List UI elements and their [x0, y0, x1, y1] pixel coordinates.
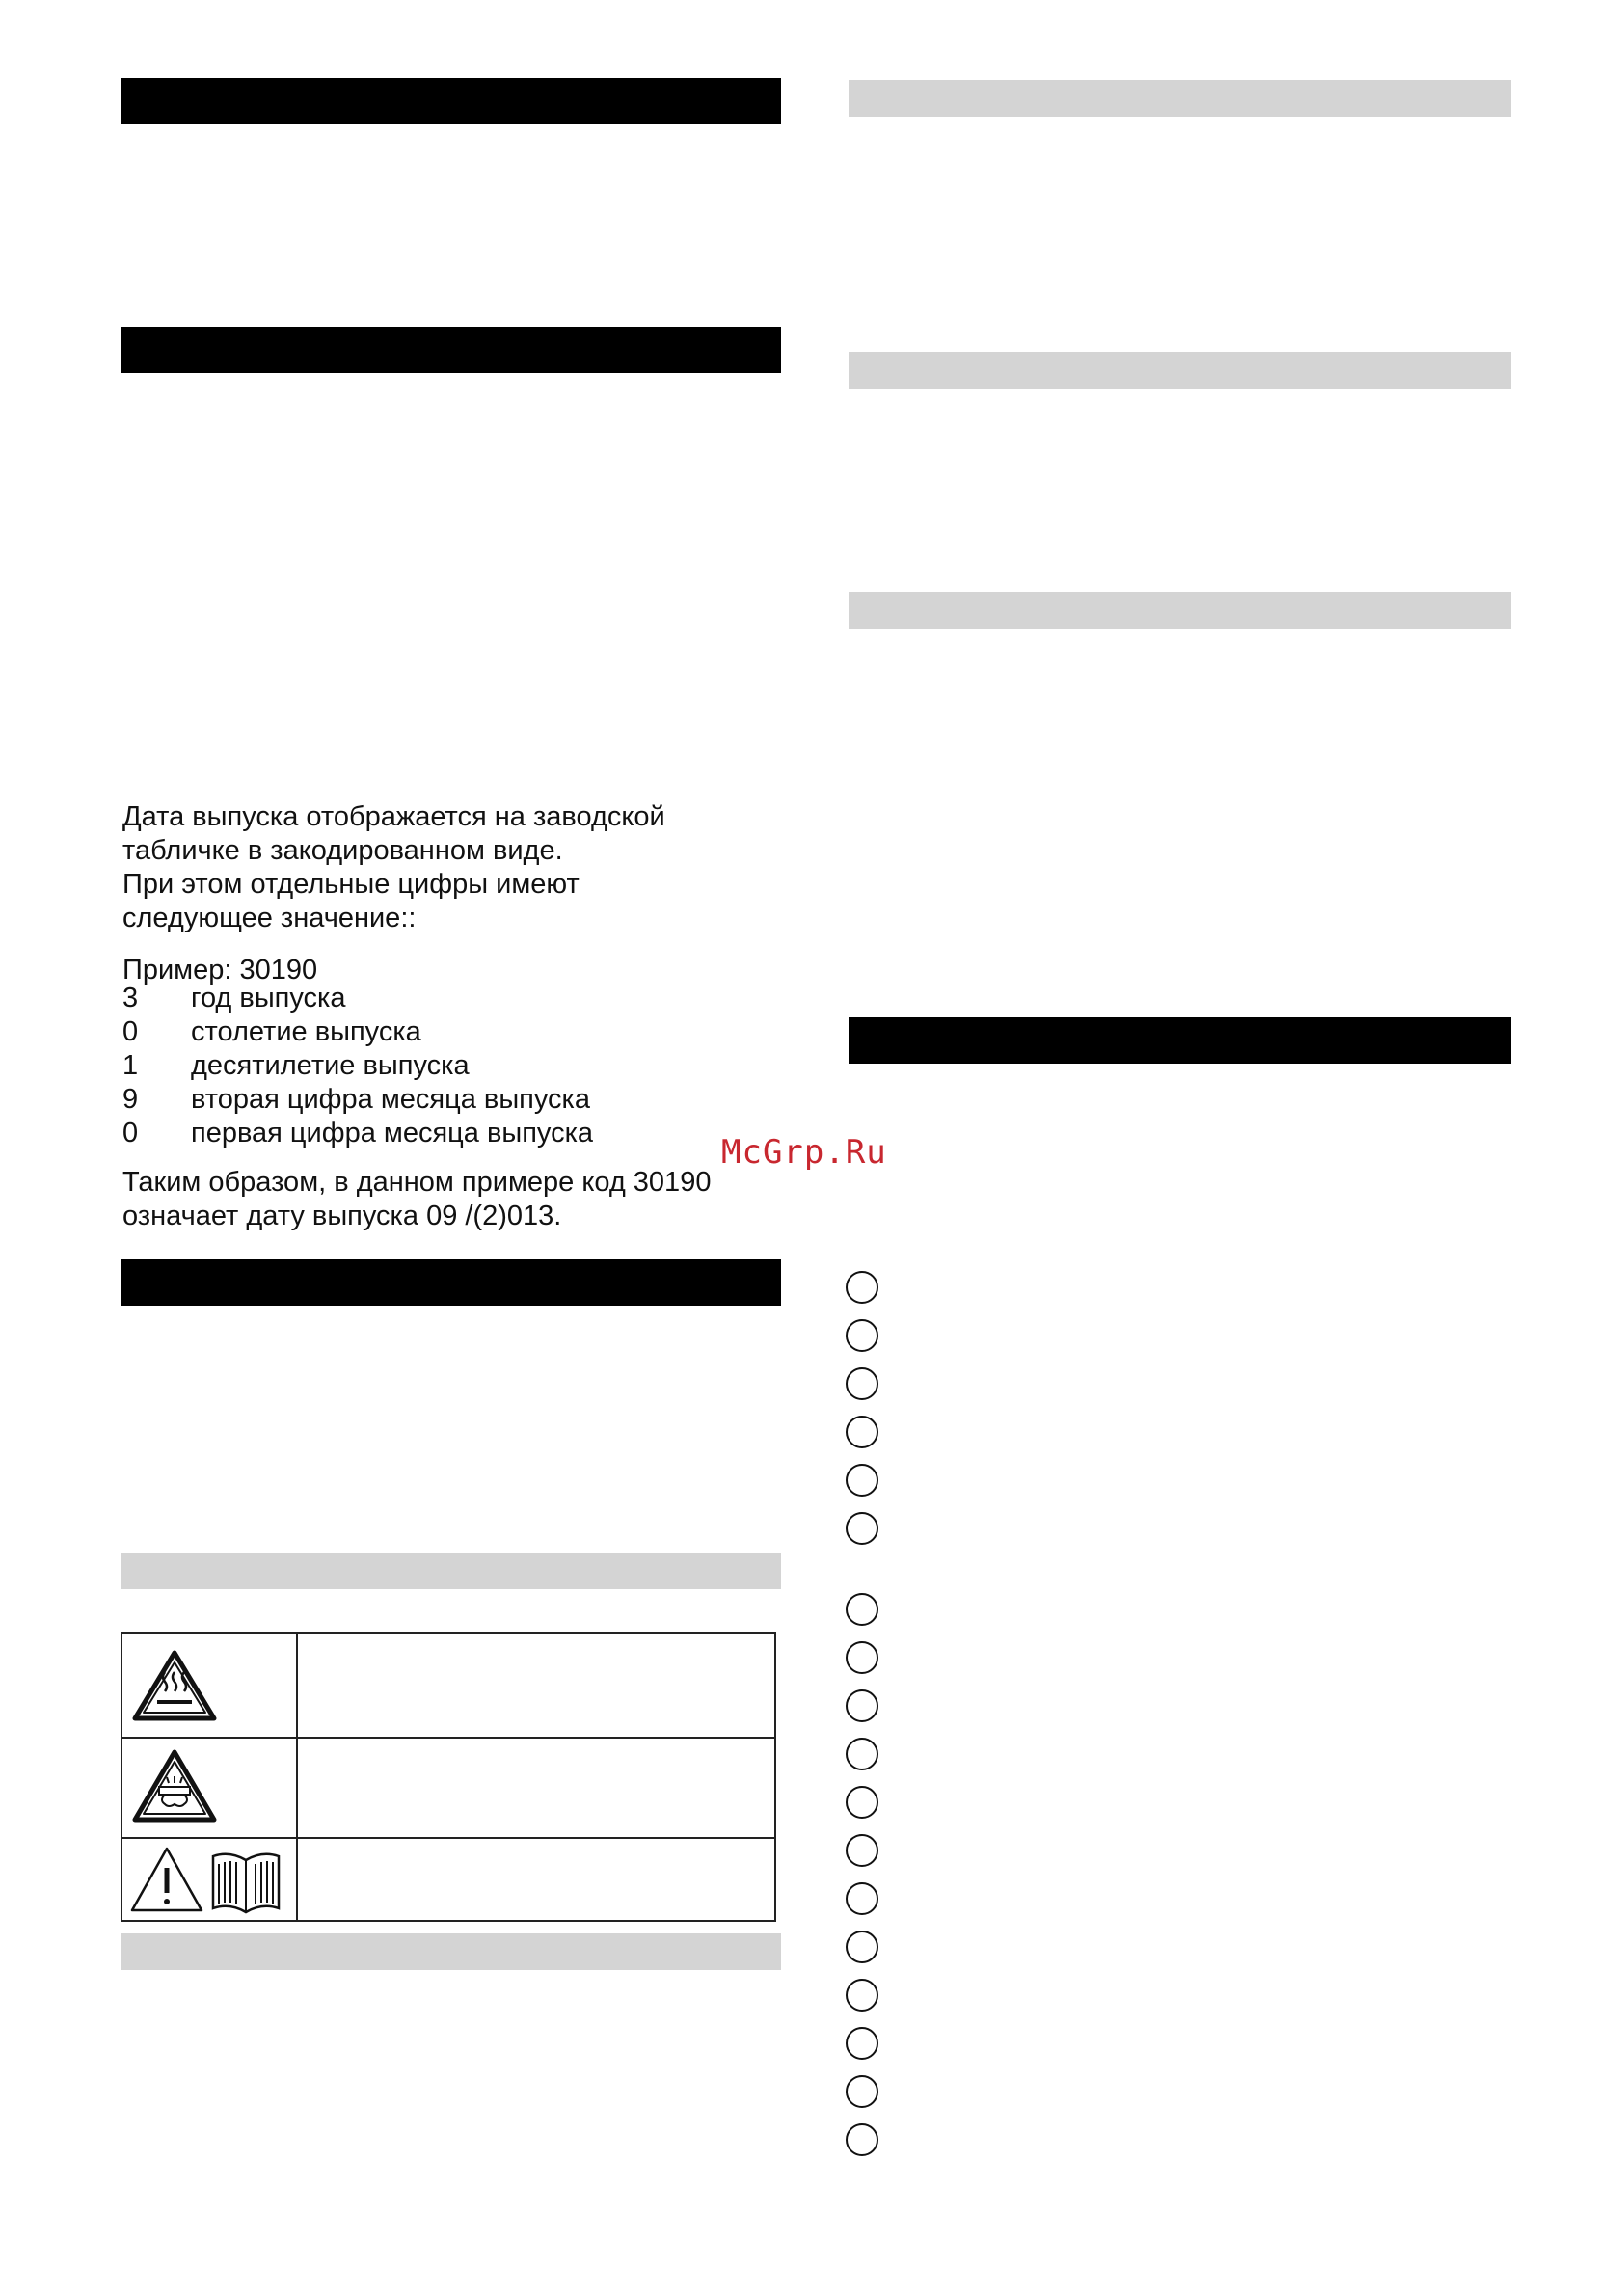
code-meaning: столетие выпуска — [191, 1016, 421, 1047]
date-intro-line: При этом отдельные цифры имеют — [122, 869, 580, 900]
subheading-bar-2 — [121, 1933, 781, 1970]
position-marker-circle — [846, 1416, 878, 1448]
symbol-row — [122, 1837, 774, 1920]
position-marker-circle — [846, 1882, 878, 1915]
position-marker-circle — [846, 1367, 878, 1400]
code-digit: 9 — [122, 1084, 139, 1115]
symbol-row — [122, 1737, 774, 1839]
position-marker-circle — [846, 1738, 878, 1770]
section-heading-bar-2 — [121, 327, 781, 373]
position-marker-circle — [846, 1512, 878, 1545]
subheading-bar-5 — [849, 592, 1511, 629]
section-heading-bar-4 — [849, 1017, 1511, 1064]
code-row — [122, 1083, 593, 1117]
code-row — [122, 982, 593, 1015]
position-marker-circle — [846, 1271, 878, 1304]
code-meaning: вторая цифра месяца выпуска — [191, 1084, 591, 1115]
date-conclusion-line: означает дату выпуска 09 /(2)013. — [122, 1201, 562, 1231]
date-intro-paragraph — [122, 800, 797, 935]
position-marker-circle — [846, 1593, 878, 1626]
date-intro-line: табличке в закодированном виде. — [122, 835, 563, 866]
position-marker-circle — [846, 2075, 878, 2108]
date-conclusion-paragraph — [122, 1166, 797, 1233]
position-marker-circle — [846, 1979, 878, 2012]
date-code-list — [122, 982, 593, 1150]
date-intro-line: Дата выпуска отображается на заводской — [122, 801, 665, 832]
watermark: McGrp.Ru — [721, 1133, 887, 1172]
position-marker-circle — [846, 1689, 878, 1722]
example-label: Пример: 30190 — [122, 955, 318, 986]
position-marker-circle — [846, 1834, 878, 1867]
code-row — [122, 1015, 593, 1049]
symbol-row — [122, 1634, 774, 1739]
position-marker-circle — [846, 1319, 878, 1352]
subheading-bar-1 — [121, 1553, 781, 1589]
date-intro-line: следующее значение:: — [122, 903, 417, 933]
code-digit: 0 — [122, 1016, 139, 1047]
position-marker-circle — [846, 1641, 878, 1674]
code-digit: 3 — [122, 983, 139, 1013]
section-heading-bar-3 — [121, 1259, 781, 1306]
position-marker-circle — [846, 1786, 878, 1819]
code-row — [122, 1049, 593, 1083]
position-marker-circle — [846, 2123, 878, 2156]
subheading-bar-4 — [849, 352, 1511, 389]
section-heading-bar-1 — [121, 78, 781, 124]
code-meaning: десятилетие выпуска — [191, 1050, 470, 1081]
read-manual-warning-icon — [124, 1843, 294, 1916]
code-digit: 0 — [122, 1118, 139, 1148]
symbols-table — [121, 1632, 776, 1922]
position-marker-circle — [846, 1464, 878, 1497]
code-meaning: первая цифра месяца выпуска — [191, 1118, 594, 1148]
code-meaning: год выпуска — [191, 983, 346, 1013]
code-digit: 1 — [122, 1050, 139, 1081]
hot-surface-warning-icon — [122, 1647, 219, 1724]
date-conclusion-line: Таким образом, в данном примере код 30190 — [122, 1167, 712, 1198]
position-marker-circle — [846, 1931, 878, 1963]
subheading-bar-3 — [849, 80, 1511, 117]
position-marker-circle — [846, 2027, 878, 2060]
steam-warning-icon — [122, 1746, 219, 1825]
code-row — [122, 1117, 593, 1150]
